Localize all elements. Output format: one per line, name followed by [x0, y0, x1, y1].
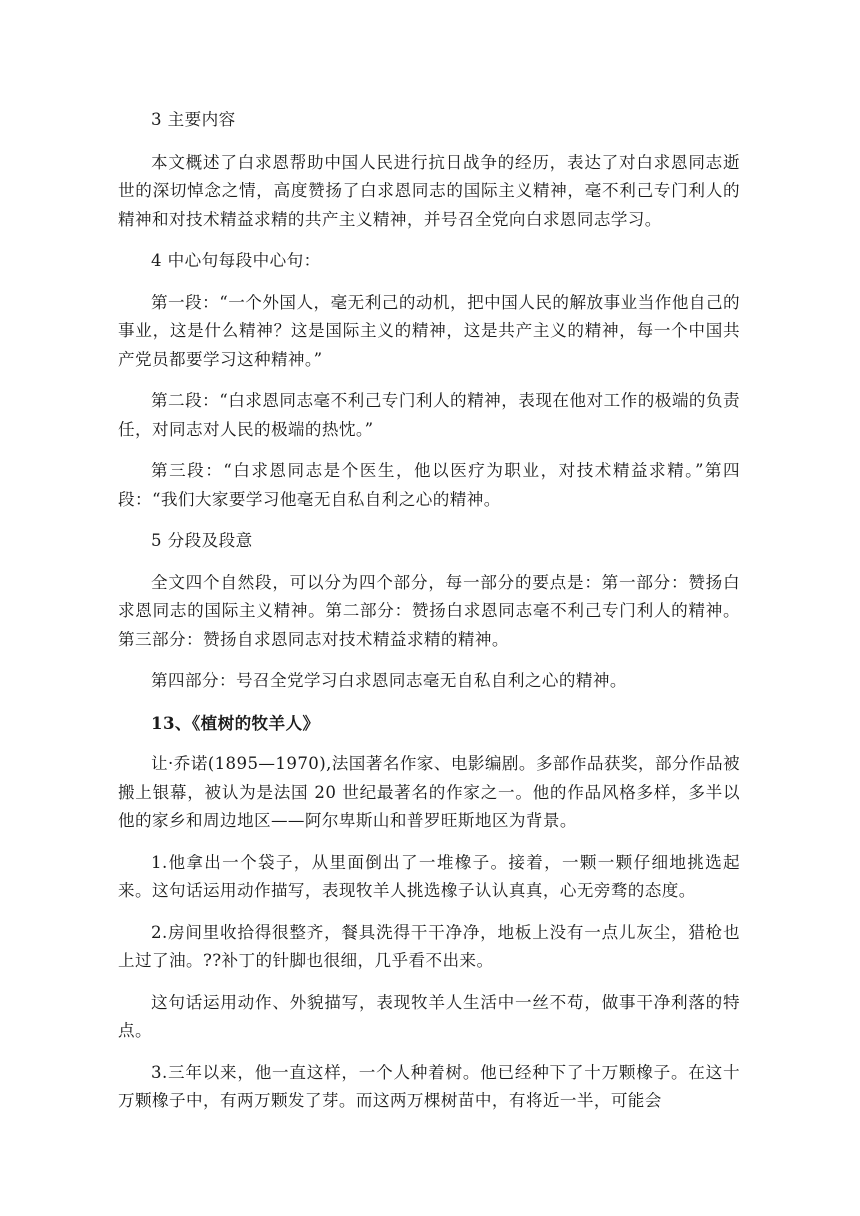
section5-body: 全文四个自然段，可以分为四个部分，每一部分的要点是：第一部分：赞扬白求恩同志的国际主义精神。第二部分：赞扬白求恩同志毫不利己专门利人的精神。第三部分：赞扬自求恩同志对技术精益求精的精神。	[118, 572, 740, 649]
lesson13-item-1: 1.他拿出一个袋子，从里面倒出了一堆橡子。接着，一颗一颗仔细地挑选起来。这句话运用动作描写，表现牧羊人挑选橡子认认真真，心无旁骛的态度。	[118, 852, 740, 900]
section4-paragraph-1: 第一段：“一个外国人，毫无利己的动机，把中国人民的解放事业当作他自己的事业，这是什么精神？这是国际主义的精神，这是共产主义的精神，每一个中国共产党员都要学习这种精神。”	[118, 292, 740, 369]
lesson13-item-2: 2.房间里收拾得很整齐，餐具洗得干干净净，地板上没有一点儿灰尘，猎枪也上过了油。??补丁的针脚也很细，几乎看不出来。	[118, 922, 740, 970]
section3-heading: 3 主要内容	[151, 110, 236, 129]
section4-heading: 4 中心句每段中心句：	[151, 251, 321, 270]
lesson13-item-2-note: 这句话运用动作、外貌描写，表现牧羊人生活中一丝不苟，做事干净利落的特点。	[118, 992, 740, 1040]
lesson13-author-intro: 让·乔诺(1895—1970),法国著名作家、电影编剧。多部作品获奖，部分作品被搬上银幕，被认为是法国 20 世纪最著名的作家之一。他的作品风格多样，多半以他的家乡和周边地区——阿尔卑斯山和普罗旺斯地区为背景。	[118, 754, 740, 830]
lesson13-item-3: 3.三年以来，他一直这样，一个人种着树。他已经种下了十万颗橡子。在这十万颗橡子中，有两万颗发了芽。而这两万棵树苗中，有将近一半，可能会	[118, 1062, 740, 1110]
section4-paragraph-2: 第二段：“白求恩同志毫不利己专门利人的精神，表现在他对工作的极端的负责任，对同志对人民的极端的热忱。”	[118, 391, 740, 439]
document-page	[118, 106, 740, 1116]
section4-paragraph-3: 第三段：“白求恩同志是个医生，他以医疗为职业，对技术精益求精。”第四段：“我们大家要学习他毫无自私自利之心的精神。	[118, 461, 740, 509]
section5-heading: 5 分段及段意	[151, 531, 253, 550]
section5-part4: 第四部分：号召全党学习白求恩同志毫无自私自利之心的精神。	[151, 671, 627, 690]
lesson13-title: 13、《植树的牧羊人》	[151, 712, 320, 733]
section3-body: 本文概述了白求恩帮助中国人民进行抗日战争的经历，表达了对白求恩同志逝世的深切悼念之情，高度赞扬了白求恩同志的国际主义精神，毫不利己专门利人的精神和对技术精益求精的共产主义精神，并号召全党向白求恩同志学习。	[118, 152, 740, 229]
